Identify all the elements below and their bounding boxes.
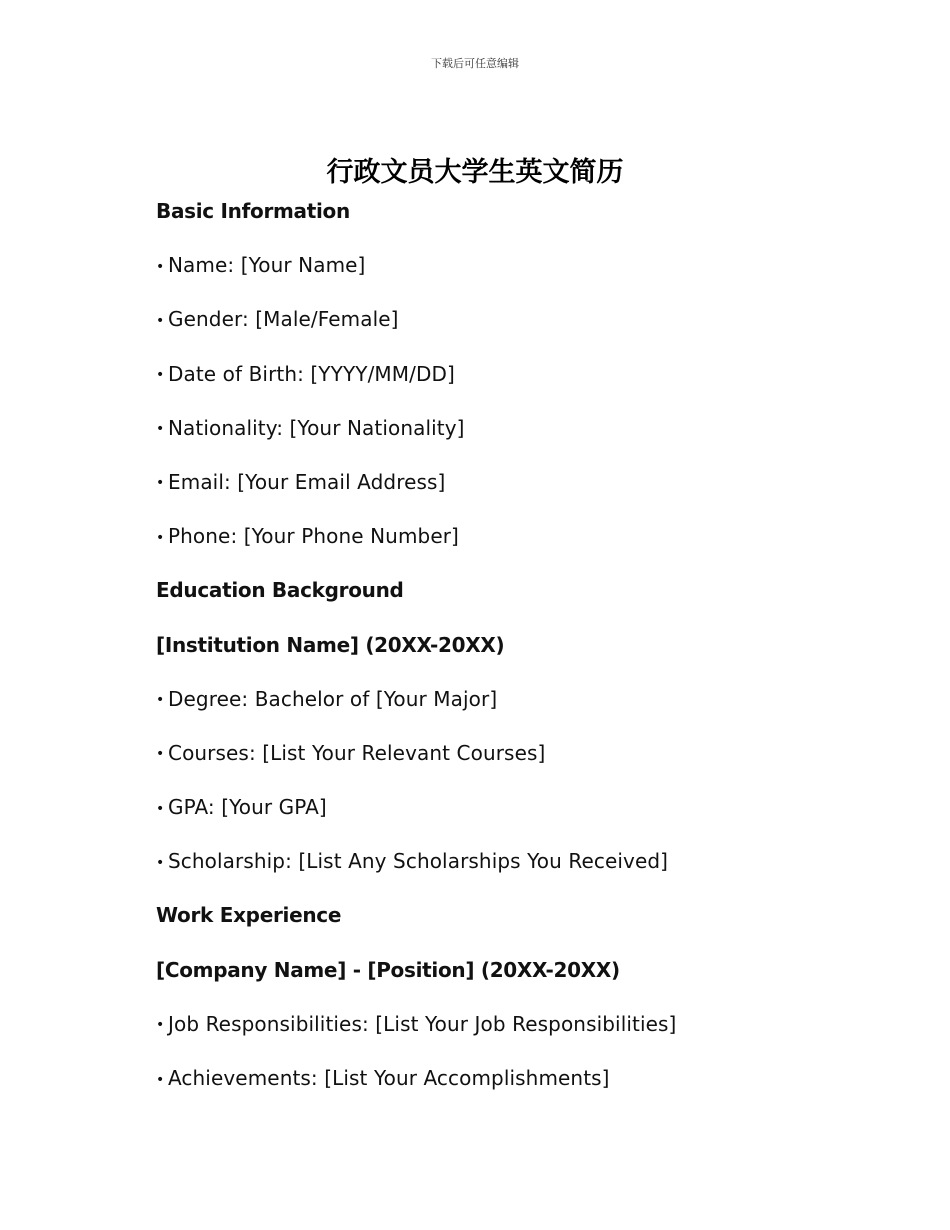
item-text: Job Responsibilities: [List Your Job Responsibilities] xyxy=(168,1011,677,1036)
item-text: Date of Birth: [YYYY/MM/DD] xyxy=(168,361,455,386)
item-text: Degree: Bachelor of [Your Major] xyxy=(168,686,498,711)
bullet-icon: • xyxy=(156,475,165,492)
list-item xyxy=(156,847,856,901)
bullet-icon: • xyxy=(156,854,165,871)
item-text: Courses: [List Your Relevant Courses] xyxy=(168,740,546,765)
bullet-icon: • xyxy=(156,692,165,709)
list-item xyxy=(156,251,856,305)
list-item xyxy=(156,685,856,739)
item-text: Email: [Your Email Address] xyxy=(168,469,446,494)
list-item xyxy=(156,360,856,414)
bullet-icon: • xyxy=(156,367,165,384)
bullet-icon: • xyxy=(156,258,165,275)
heading-text: [Institution Name] (20XX-20XX) xyxy=(156,632,505,657)
item-text: Scholarship: [List Any Scholarships You Received] xyxy=(168,849,669,874)
item-text: Achievements: [List Your Accomplishments] xyxy=(168,1066,610,1090)
list-item xyxy=(156,793,856,847)
item-text: Name: [Your Name] xyxy=(168,253,366,278)
bullet-icon: • xyxy=(156,1017,165,1034)
item-text: Nationality: [Your Nationality] xyxy=(168,415,465,440)
list-item xyxy=(156,305,856,359)
section-heading xyxy=(156,956,856,1010)
item-text: GPA: [Your GPA] xyxy=(168,795,327,820)
section-heading xyxy=(156,197,856,251)
heading-text: Work Experience xyxy=(156,903,342,928)
list-item xyxy=(156,1064,856,1118)
section-heading xyxy=(156,631,856,685)
list-item xyxy=(156,468,856,522)
bullet-icon: • xyxy=(156,312,165,329)
list-item xyxy=(156,1010,856,1064)
item-text: Phone: [Your Phone Number] xyxy=(168,524,459,549)
list-item xyxy=(156,414,856,468)
document-title: 行政文员大学生英文简历 xyxy=(326,157,624,188)
list-item xyxy=(156,522,856,576)
bullet-icon: • xyxy=(156,1071,165,1088)
item-text: Gender: [Male/Female] xyxy=(168,307,399,332)
heading-text: Basic Information xyxy=(156,199,350,223)
bullet-icon: • xyxy=(156,746,165,763)
bullet-icon: • xyxy=(156,800,165,817)
heading-text: Education Background xyxy=(156,578,404,603)
section-heading xyxy=(156,901,856,955)
header-note: 下载后可任意编辑 xyxy=(431,57,519,70)
section-heading xyxy=(156,576,856,630)
list-item xyxy=(156,739,856,793)
heading-text: [Company Name] - [Position] (20XX-20XX) xyxy=(156,957,620,982)
bullet-icon: • xyxy=(156,421,165,438)
resume-body xyxy=(156,197,856,1118)
bullet-icon: • xyxy=(156,529,165,546)
